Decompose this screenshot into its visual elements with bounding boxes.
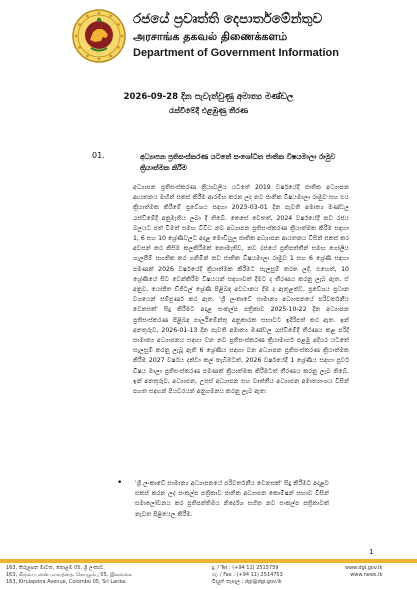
page-title: 2026-09-28 දින පැවැත්වුණු අමාත්‍ය මණ්ඩල xyxy=(123,92,294,102)
address-tamil: 163, கிருலப்பனை மாவத்தை, கொழும்பு 05, இலங்கை. xyxy=(6,572,133,578)
footer-email[interactable]: විද්‍යුත් තැපෑල : dgi@dgi.gov.lk xyxy=(212,579,282,585)
page-subtitle: රැස්වීමේදී එළඹුණු තීරණ xyxy=(168,106,249,115)
footer-phone: දු. / Tel : (+94 11) 2515759 xyxy=(212,565,279,571)
address-sinhala: 163, කිරුළපන මාවත, කොළඹ 05, ශ්‍රී ලංකාව. xyxy=(6,565,105,571)
address-english: 163, Kirulapona Avenue, Colombo 05, Sri Lanka. xyxy=(6,579,127,585)
sri-lanka-emblem-icon xyxy=(71,8,127,64)
footer-address xyxy=(6,565,133,586)
footer-web-dgi[interactable]: www.dgi.gov.lk xyxy=(345,565,383,571)
item-body: අධ්‍යාපන ප්‍රතිසංස්කරණ ක්‍රියාවලිය යටතේ 2019 වර්ෂයේදී ජාතික අධ්‍යාපන ආයතනය මඟින් සකස් කිරීම ආරම්භ කරන ලද නව ජාතික විෂයමාලා රාමුව සහ එය ක්‍රියාත්මක කිරීමේ ප්‍රවේශය සඳහා 2023-03-01 දින පැවති අමාත්‍ය මණ්ඩල රැස්වීමේදී අනුමැතිය ලබා දී තිබේ. කෙසේ වෙතත්, 2024 වර්ෂයේදී නව රජය බලයට පත් වීමත් සමඟ විවිධ නව අධ්‍යාපන ප්‍රතිසංස්කරණ ක්‍රියාත්මක කිරීම සඳහා 1, 6 සහ 10 ශ්‍රේණිවලට අදාළ මොඩියුල ජාතික අධ්‍යාපන ආයතනය විසින් සකස් කර අවසන් කර කිසිම කලකිරීමක් නොමැතිව, නව රජයේ ප්‍රතිපත්තීන් සමඟ ගෝලීය ගැලපීම් සහතික කර ගනිමින් නව ජාතික විෂයමාලා රාමුව 1 සහ 6 ශ්‍රේණි සඳහා පමණක් 2026 වර්ෂයේදී ක්‍රියාත්මක කිරීමට සැලසුම් කරන ලදී. එහෙත්, 10 ශ්‍රේණියේ සිට වෙන්කිරීම විෂයයන් සඳහාවත් දීමට ද තීරණය කරනු ලැබ ඇත. ඒ අනුව, යෝජිත ඩිජිටල් ශ්‍රේණි පිළිබඳ අවධානය දීම ද ඇතුළත්ව, ප්‍රවේශය ප්‍රධාන වශයෙන් සම්පූර්ණ කර ඇත. 'ශ්‍රී ලංකාවේ සාමාන්‍ය අධ්‍යාපනයේ පරිවර්තනීය වෙනසක්' සිදු කිරීමට අදාළ සංකල්ප පත්‍රිකාව 2025-10-22 දින අධ්‍යාපන ප්‍රතිසංස්කරණ පිළිබඳ පාර්ලිමේන්තු අනුකාරක සභාවට ඉදිරිපත් කර ඇත. ඉන් අනතුරුව, 2026-01-13 දින පැවති අමාත්‍ය මණ්ඩල රැස්වීමේදී තීරණය කළ පරිදි සාමාන්‍ය අධ්‍යාපනය සඳහා වන නව ප්‍රතිසංස්කරණ ක්‍රියාමාර්ග පළමු අදියර යටතේ සැලසුම් කරනු ලැබූ ඇති 6 ශ්‍රේණිය සඳහා වන අධ්‍යාපන ප්‍රතිසංස්කරණ ක්‍රියාත්මක කිරීම 2027 වර්ෂය දක්වා කල් තැබීමටත්, 2026 වර්ෂයේදී 1 ශ්‍රේණිය සඳහා පූර්ව විෂය මාලා ප්‍රතිසංස්කරණ පමණක් ක්‍රියාත්මක කිරීමටත් තීරණය කරනු ලැබ තිබේ. ඉන් අනතුරුව, අධ්‍යාපන, උසස් අධ්‍යාපන සහ වෘත්තීය අධ්‍යාපන අමාත්‍යාංශය විසින් පහත සඳහන් පියවරයන් අනුගමනය කරනු ලැබ ඇත: xyxy=(133,184,349,396)
bullet-icon: • xyxy=(117,478,123,488)
footer-web-news[interactable]: www.news.lk xyxy=(350,572,383,578)
bullet-item: 'ශ්‍රී ලංකාවේ සාමාන්‍ය අධ්‍යාපනයේ පරිවර්තනීය වෙනසක්' සිදු කිරීමට අදාළව සකස් කරන ලද සංකල්ප පත්‍රිකාව ජාතික අධ්‍යාපන කොමිෂන් සභාව විසින් සමාලෝචනය කර ප්‍රතිපත්තිමය නිර්දේශ සහිත නව සංකල්ප පත්‍රිකාවක් නැවත පිළියෙල කිරීම. xyxy=(135,480,329,518)
footer-contact xyxy=(212,565,283,586)
footer-fax: ෆැ. / Fax : (+94 11) 2514753 xyxy=(212,572,283,578)
item-number: 01. xyxy=(92,151,105,160)
footer-websites xyxy=(345,565,382,579)
page-number: 1 xyxy=(369,548,374,556)
department-name-tamil: அரசாங்க தகவல் திணைக்களம் xyxy=(133,30,288,43)
department-name-english: Department of Government Information xyxy=(133,47,339,59)
item-title: අධ්‍යාපන ප්‍රතිසංස්කරණ යටතේ සංශෝධිත ජාතික විෂයමාලා රාමුව ක්‍රියාත්මක කිරීම xyxy=(140,153,336,172)
department-name-sinhala: රජයේ ප්‍රවෘත්ති දෙපාර්තමේන්තුව xyxy=(133,11,323,27)
footer-divider xyxy=(0,559,417,563)
